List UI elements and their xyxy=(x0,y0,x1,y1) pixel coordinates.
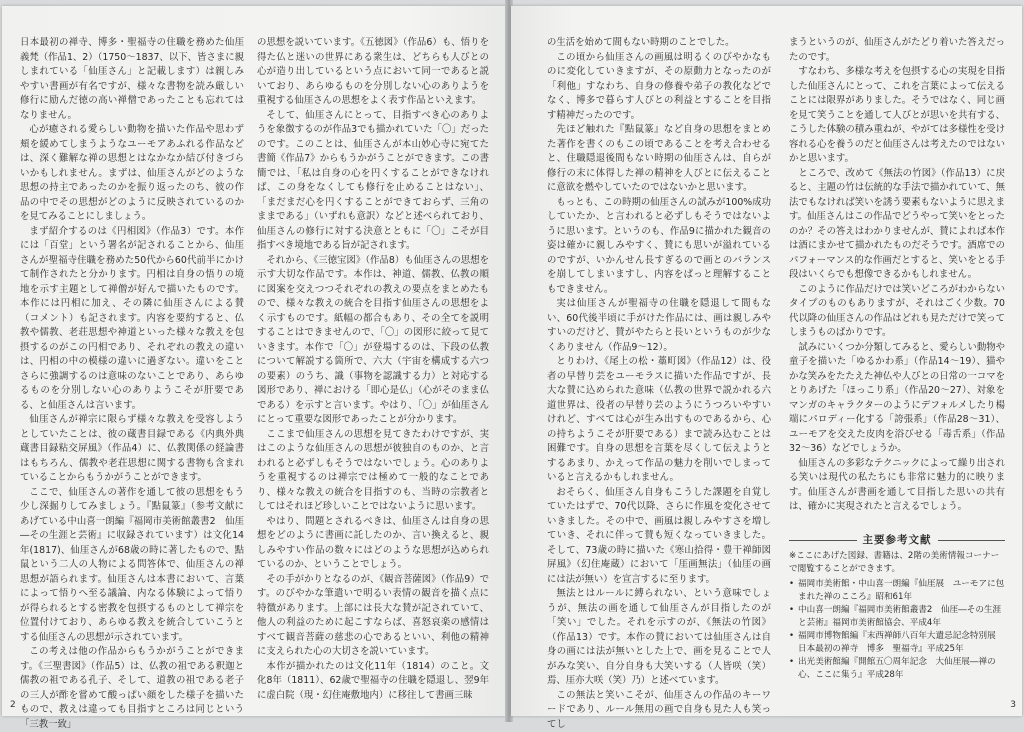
paragraph: ここで、仙厓さんの著作を通して彼の思想をもう少し深掘りしてみましょう。『點鼠篆』（参考文献にあげている中山喜一朗編『福岡市美術館叢書2 仙厓―その生涯と芸術』に収録されています）は文化14年(1817)、仙厓さんが68歳の時に著したもので、點鼠という二人の人物による問答体で、仙厓さんの禅思想が語られます。仙厓さんは本書において、言葉によって悟りへ至る議論、内なる体験によって悟りが得られるとする密教を包摂するものとして禅宗を位置付けており、あらゆる教えを統合していこうとする仙厓さんの思想が示されています。 xyxy=(20,486,244,646)
right-page xyxy=(511,6,1022,716)
paragraph: 実は仙厓さんが聖福寺の住職を隠退して間もない、60代後半頃に手がけた作品には、画は親しみやすいのだけど、賛がやたらと長いというものが少なくありません（作品9～12）。 xyxy=(547,297,771,355)
page-number-right: 3 xyxy=(1010,700,1016,710)
paragraph: 日本最初の禅寺、博多・聖福寺の住職を務めた仙厓義梵（作品1、2）（1750～1837、以下、皆さまに親しまれている「仙厓さん」と記載します）は親しみやすい書画が有名ですが、様々な書物を読み厳しい修行に励んだ徳の高い禅僧であったことも忘れてはなりません。 xyxy=(20,36,244,123)
paragraph: このように作品だけでは笑いどころがわからないタイプのものもありますが、それはごく少数。70代以降の仙厓さんの作品はどれも見ただけで笑ってしまうものばかりです。 xyxy=(789,283,1005,341)
references-title: 主要参考文献 xyxy=(863,534,932,547)
reference-item: • 福岡市博物館編『末西禅師八百年大遺忌記念特別展 日本最初の禅寺 博多 聖福寺』平成25年 xyxy=(789,630,1005,656)
references-list xyxy=(789,578,1005,682)
paragraph: 仙厓さんが禅宗に限らず様々な教えを受容しようとしていたことは、彼の蔵書目録である《内典外典蔵書目録粘交屏風》（作品4）に、仏教関係の経論書はもちろん、儒教や老荘思想に関する書物も含まれていることからもうかがうことができます。 xyxy=(20,413,244,486)
reference-item: • 福岡市美術館・中山喜一朗編『仙厓展 ユーモアに包まれた禅のこころ』昭和61年 xyxy=(789,578,1005,604)
reference-item: • 中山喜一朗編『福岡市美術館叢書2 仙厓―その生涯と芸術』福岡市美術館協会、平成4年 xyxy=(789,604,1005,630)
paragraph: この頃から仙厓さんの画風は明るくのびやかなものに変化していきますが、その原動力となったのが「利他」すなわち、自身の修養や弟子の教化などでなく、博多で暮らす人びとの利益とすることを目指す精神だったのです。 xyxy=(547,51,771,124)
paragraph: 試みにいくつか分類してみると、愛らしい動物や童子を描いた「ゆるかわ系」（作品14～19）、猫やかな笑みをたたえた神仏や人びとの日常の一コマをとりあげた「ほっこり系」（作品20～27）、対象をマンガのキャラクターのようにデフォルメしたり楊端にパロディー化する「誇張系」（作品28～31）、ユーモアを交えた皮肉を浴びせる「毒舌系」（作品32～36）などでしょうか。 xyxy=(789,341,1005,457)
paragraph: この考えは他の作品からもうかがうことができます。《三聖書図》（作品5）は、仏教の祖である釈迦と儒教の祖である孔子、そして、道教の祖である老子の三人が酢を嘗めて酸っぱい顔をした様子を描いたもので、教えは違っても目指すところは同じという「三教一致」 xyxy=(20,645,244,732)
paragraph: の生活を始めて間もない時期のことでした。 xyxy=(547,36,771,51)
paragraph: まうというのが、仙厓さんがたどり着いた答えだったのです。 xyxy=(789,36,1005,65)
paragraph: それから、《三徳宝図》（作品8）も仙厓さんの思想を示す大切な作品です。本作は、神道、儒教、仏教の順に図案を交えつつそれぞれの教えの要点をまとめたもので、様々な教えの統合を目指す仙厓さんの思想をよく示すものです。紙幅の都合もあり、その全てを説明することはできませんので、「〇」の図形に絞って見ていきます。本作で「〇」が登場するのは、下段の仏教について解説する箇所で、六大（宇宙を構成する六つの要素）のうち、識（事物を認識する力）と対応する図形であり、禅における「即心是仏」（心がそのまま仏である）を示すと言います。やはり、「〇」が仙厓さんにとって重要な図形であったことが分かります。 xyxy=(257,254,489,428)
left-page xyxy=(2,6,507,716)
paragraph: 心が癒される愛らしい動物を描いた作品や思わず頬を緩めてしまうようなユーモアあふれる作品などは、深く難解な禅の思想とはなかなか結び付きづらいかもしれません。まずは、仙厓さんがどのような思想の持主であったのかを振り返ったのち、彼の作品の中でその思想がどのように反映されているのかを見てみることにしましょう。 xyxy=(20,123,244,225)
references-heading xyxy=(789,534,1005,547)
paragraph: 本作が描かれたのは文化11年（1814）のこと。文化8年（1811）、62歳で聖福寺の住職を隠退し、翌9年に虚白院（現・幻住庵敷地内）に移往して書画三昧 xyxy=(257,660,489,704)
paragraph: やはり、問題とされるべきは、仙厓さんは自身の思想をどのように書画に託したのか、言い換えると、親しみやすい作品の数々にはどのような思想が込められているのか、ということでしょう。 xyxy=(257,515,489,573)
page-number-left: 2 xyxy=(10,700,16,710)
references-section xyxy=(789,534,1005,682)
paragraph: まず紹介するのは《円相図》（作品3）です。本作には「百堂」という署名が記されることから、仙厓さんが聖福寺住職を務めた50代から60代前半にかけて制作されたと分かります。円相は自身の悟りの境地を示す主題として禅僧が好んで描いたものです。本作には円相に加え、その隣に仙厓さんによる賛（コメント）も記されます。内容を要約すると、仏教や儒教、老荘思想や神道といった様々な教えを包摂するのがこの円相であり、それぞれの教えの違いは、円相の中の模様の違いに過ぎない。違いをことさらに強調するのは意味のないことであり、あらゆるものを分別しない心のありようこそが肝要である、と仙厓さんは言います。 xyxy=(20,225,244,414)
paragraph: 仙厓さんの多彩なテクニックによって繰り出される笑いは現代の私たちにも非常に魅力的に映ります。仙厓さんが書画を通して目指した思いの共有は、確かに実現されたと言えるでしょう。 xyxy=(789,457,1005,515)
paragraph: 先ほど触れた『點鼠篆』など自身の思想をまとめた著作を書くのもこの頃であることを考え合わせると、住職隠退後間もない時期の仙厓さんは、自らが修行の末に体得した禅の精神を人びとに伝えることに意欲を燃やしていたのではないかと思います。 xyxy=(547,123,771,196)
paragraph: その手がかりとなるのが、《観音菩薩図》（作品9）です。のびやかな筆遣いで明るい表情の観音を描く点に特徴があります。上部には長大な賛が記されていて、他人の利益のために起こすならば、喜怒哀楽の感情はすべて観音菩薩の慈悲の心であるといい、利他の精神に支えられた心の大切さを説いています。 xyxy=(257,573,489,660)
heading-rule-right xyxy=(938,540,1006,541)
text-column-2 xyxy=(257,36,489,686)
paragraph: とりわけ、《尾上の松・藁町図》（作品12）は、役者の早替り芸をユーモラスに描いた作品ですが、長大な賛に込められた意味（仏教の世界で説かれる六道世界は、役者の早替り芸のようにうつろいやすいけれど、すべては心が生み出すものであるから、心の持ちようこそが肝要である）まで読み込むことは困難です。自身の思想を言葉を尽くして伝えようとするあまり、かえって作品の魅力を削いでしまっていると言えるかもしれません。 xyxy=(547,355,771,486)
paragraph: 無法とはルールに縛られない、という意味でしょうが、無法の画を通して仙厓さんが目指したのが「笑い」でした。それを示すのが、《無法の竹図》（作品13）です。本作の賛においては仙厓さんは自身の画には法が無いとした上で、画を見ることで人がみな笑い、自分自身も大笑いする（人皆咲（笑）焉、厓亦大咲（笑）乃）と述べています。 xyxy=(547,587,771,689)
paragraph: そして、仙厓さんにとって、目指すべき心のありようを象徴するのが作品3でも描かれていた「〇」だったのです。このことは、仙厓さんが本山妙心寺に宛てた書簡《作品7》からもうかがうことができます。この書簡では、「私は自身の心を円くすることができなければ、この身をなくしても修行を止めることはない」、「まだまだ心を円くすることができておらず、三角のままである」（いずれも意訳）などと述べられており、仙厓さんの修行に対する決意とともに「〇」こそが目指すべき境地である旨が記されます。 xyxy=(257,109,489,254)
references-note: ※ここにあげた図録、書籍は、2階の美術情報コーナーで閲覧することができます。 xyxy=(789,550,1005,576)
paragraph: の思想を説いています。《五徳図》（作品6）も、悟りを得た仏と迷いの世界にある衆生は、どちらも人びとの心が造り出しているという点において同一であると説いており、あらゆるものを分別しない心のありようを重視する仙厓さんの思想をよく表す作品といえます。 xyxy=(257,36,489,109)
paragraph: ここまで仙厓さんの思想を見てきたわけですが、実はこのような仙厓さんの思想が彼独自のものか、と言われると必ずしもそうではないでしょう。心のありようを重視するのは禅宗では極めて一般的なことであり、様々な教えの統合を目指すのも、当時の宗教者としてはそれほど珍しいことではないように思います。 xyxy=(257,428,489,515)
paragraph: この無法と笑いこそが、仙厓さんの作品のキーワードであり、ルール無用の画で自身も見た人も笑ってし xyxy=(547,689,771,732)
text-column-1 xyxy=(20,36,244,686)
text-column-4 xyxy=(789,36,1005,506)
paragraph: すなわち、多様な考えを包摂する心の実現を目指した仙厓さんにとって、これを言葉によって伝えることには限界がありました。そうではなく、同じ画を見て笑うことを通して人びとが思いを共有する、こうした体験の積み重ねが、やがては多様性を受け容れる心を養うのだと仙厓さんは考えたのではないかと思います。 xyxy=(789,65,1005,167)
paragraph: おそらく、仙厓さん自身もこうした課題を自覚していたはずで、70代以降、さらに作風を変化させていきました。その中で、画風は親しみやすさを増していき、それに伴って賛も短くなっていきました。そして、73歳の時に描いた《寒山拾得・豊干禅師図屏風》（幻住庵蔵）において「厓画無法」（仙厓の画には法が無い）を宣言するに至ります。 xyxy=(547,486,771,588)
paragraph: もっとも、この時期の仙厓さんの試みが100%成功していたか、と言われると必ずしもそうではないように思います。というのも、作品9に描かれた観音の姿は確かに親しみやすく、賛にも思いが溢れているのですが、いかんせん長すぎるので画とのバランスを崩してしまいますし、内容をぱっと理解することもできません。 xyxy=(547,196,771,298)
heading-rule-left xyxy=(789,540,857,541)
text-column-3 xyxy=(547,36,771,696)
reference-item: • 出光美術館編『開館五〇周年記念 大仙厓展―禅の心、ここに集う』平成28年 xyxy=(789,656,1005,682)
paragraph: ところで、改めて《無法の竹図》（作品13）に戻ると、主題の竹は伝統的な手法で描かれていて、無法でもなければ笑いを誘う要素もないように思えます。仙厓さんはこの作品でどうやって笑いをとったのか？その答えはわかりませんが、賛によれば本作は酒にまかせて描かれたものだそうです。酒席でのパフォーマンス的な作画だとすると、笑いをとる手段はいくらでも想像できるかもしれません。 xyxy=(789,167,1005,283)
